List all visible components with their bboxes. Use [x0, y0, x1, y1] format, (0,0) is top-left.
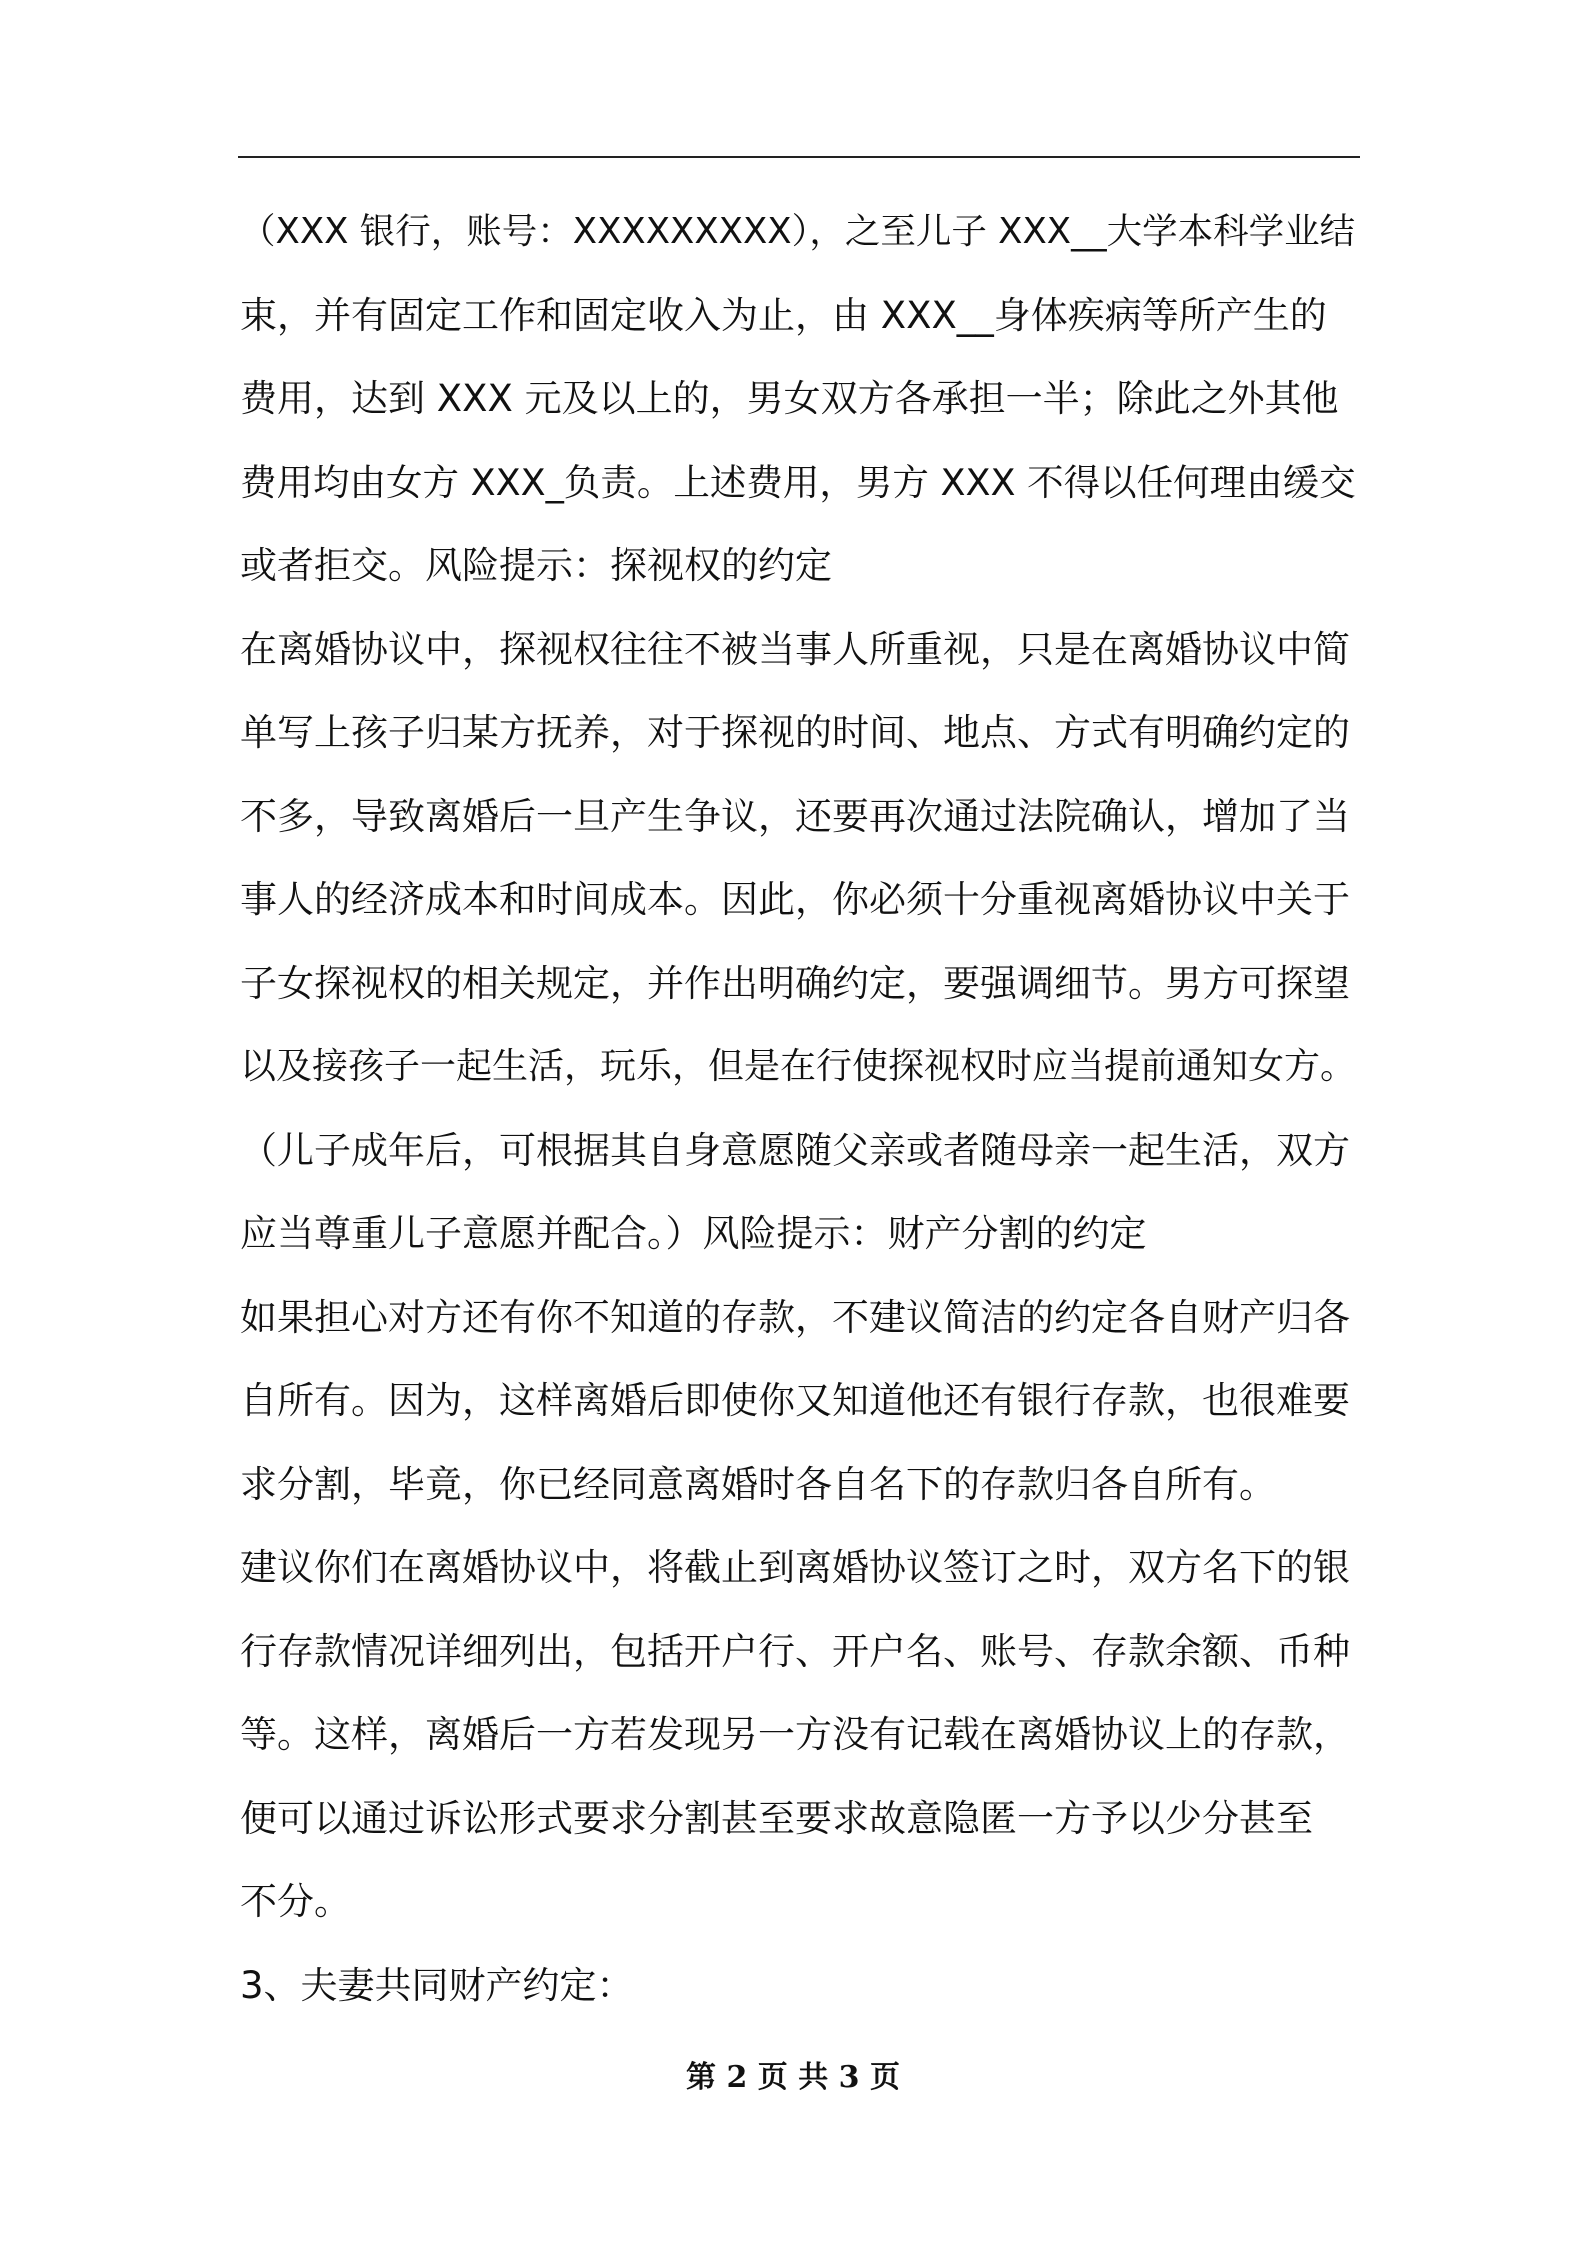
text-line: 束，并有固定工作和固定收入为止，由 XXX__身体疾病等所产生的: [240, 293, 1327, 337]
text-line: 不分。: [240, 1880, 351, 1923]
text-line: 行存款情况详细列出，包括开户行、开户名、账号、存款余额、币种: [240, 1629, 1350, 1673]
text-line: 不多，导致离婚后一旦产生争议，还要再次通过法院确认，增加了当: [240, 794, 1350, 838]
text-line: 费用，达到 XXX 元及以上的，男女双方各承担一半；除此之外其他: [240, 377, 1339, 420]
text-line: 事人的经济成本和时间成本。因此，你必须十分重视离婚协议中关于: [240, 878, 1350, 921]
text-line: （儿子成年后，可根据其自身意愿随父亲或者随母亲一起生活，双方: [240, 1128, 1350, 1172]
text-line: 便可以通过诉讼形式要求分割甚至要求故意隐匿一方予以少分甚至: [240, 1796, 1313, 1840]
text-line: 子女探视权的相关规定，并作出明确约定，要强调细节。男方可探望: [240, 961, 1350, 1005]
header-divider: [238, 156, 1360, 158]
section-heading: 3、夫妻共同财产约定：: [240, 1963, 634, 2007]
text-line: 建议你们在离婚协议中，将截止到离婚协议签订之时，双方名下的银: [240, 1546, 1350, 1589]
text-line: 在离婚协议中，探视权往往不被当事人所重视，只是在离婚协议中简: [240, 627, 1350, 671]
document-body: [240, 190, 1360, 2027]
text-line: 自所有。因为，这样离婚后即使你又知道他还有银行存款，也很难要: [240, 1379, 1350, 1422]
text-line: 以及接孩子一起生活，玩乐，但是在行使探视权时应当提前通知女方。: [240, 1046, 1357, 1087]
text-line: 或者拒交。风险提示：探视权的约定: [240, 544, 832, 587]
text-line: 单写上孩子归某方抚养，对于探视的时间、地点、方式有明确约定的: [240, 711, 1350, 754]
text-line: 费用均由女方 XXX_负责。上述费用，男方 XXX 不得以任何理由缓交: [240, 460, 1356, 504]
text-line: 如果担心对方还有你不知道的存款，不建议简洁的约定各自财产归各: [240, 1295, 1350, 1339]
text-line: 求分割，毕竟，你已经同意离婚时各自名下的存款归各自所有。: [240, 1462, 1276, 1506]
text-line: 等。这样，离婚后一方若发现另一方没有记载在离婚协议上的存款，: [240, 1713, 1350, 1756]
page-number: 第 2 页 共 3 页: [686, 2060, 900, 2095]
text-line: 应当尊重儿子意愿并配合。）风险提示：财产分割的约定: [240, 1212, 1147, 1255]
text-line: （XXX 银行，账号：XXXXXXXXX），之至儿子 XXX__大学本科学业结: [240, 211, 1356, 252]
